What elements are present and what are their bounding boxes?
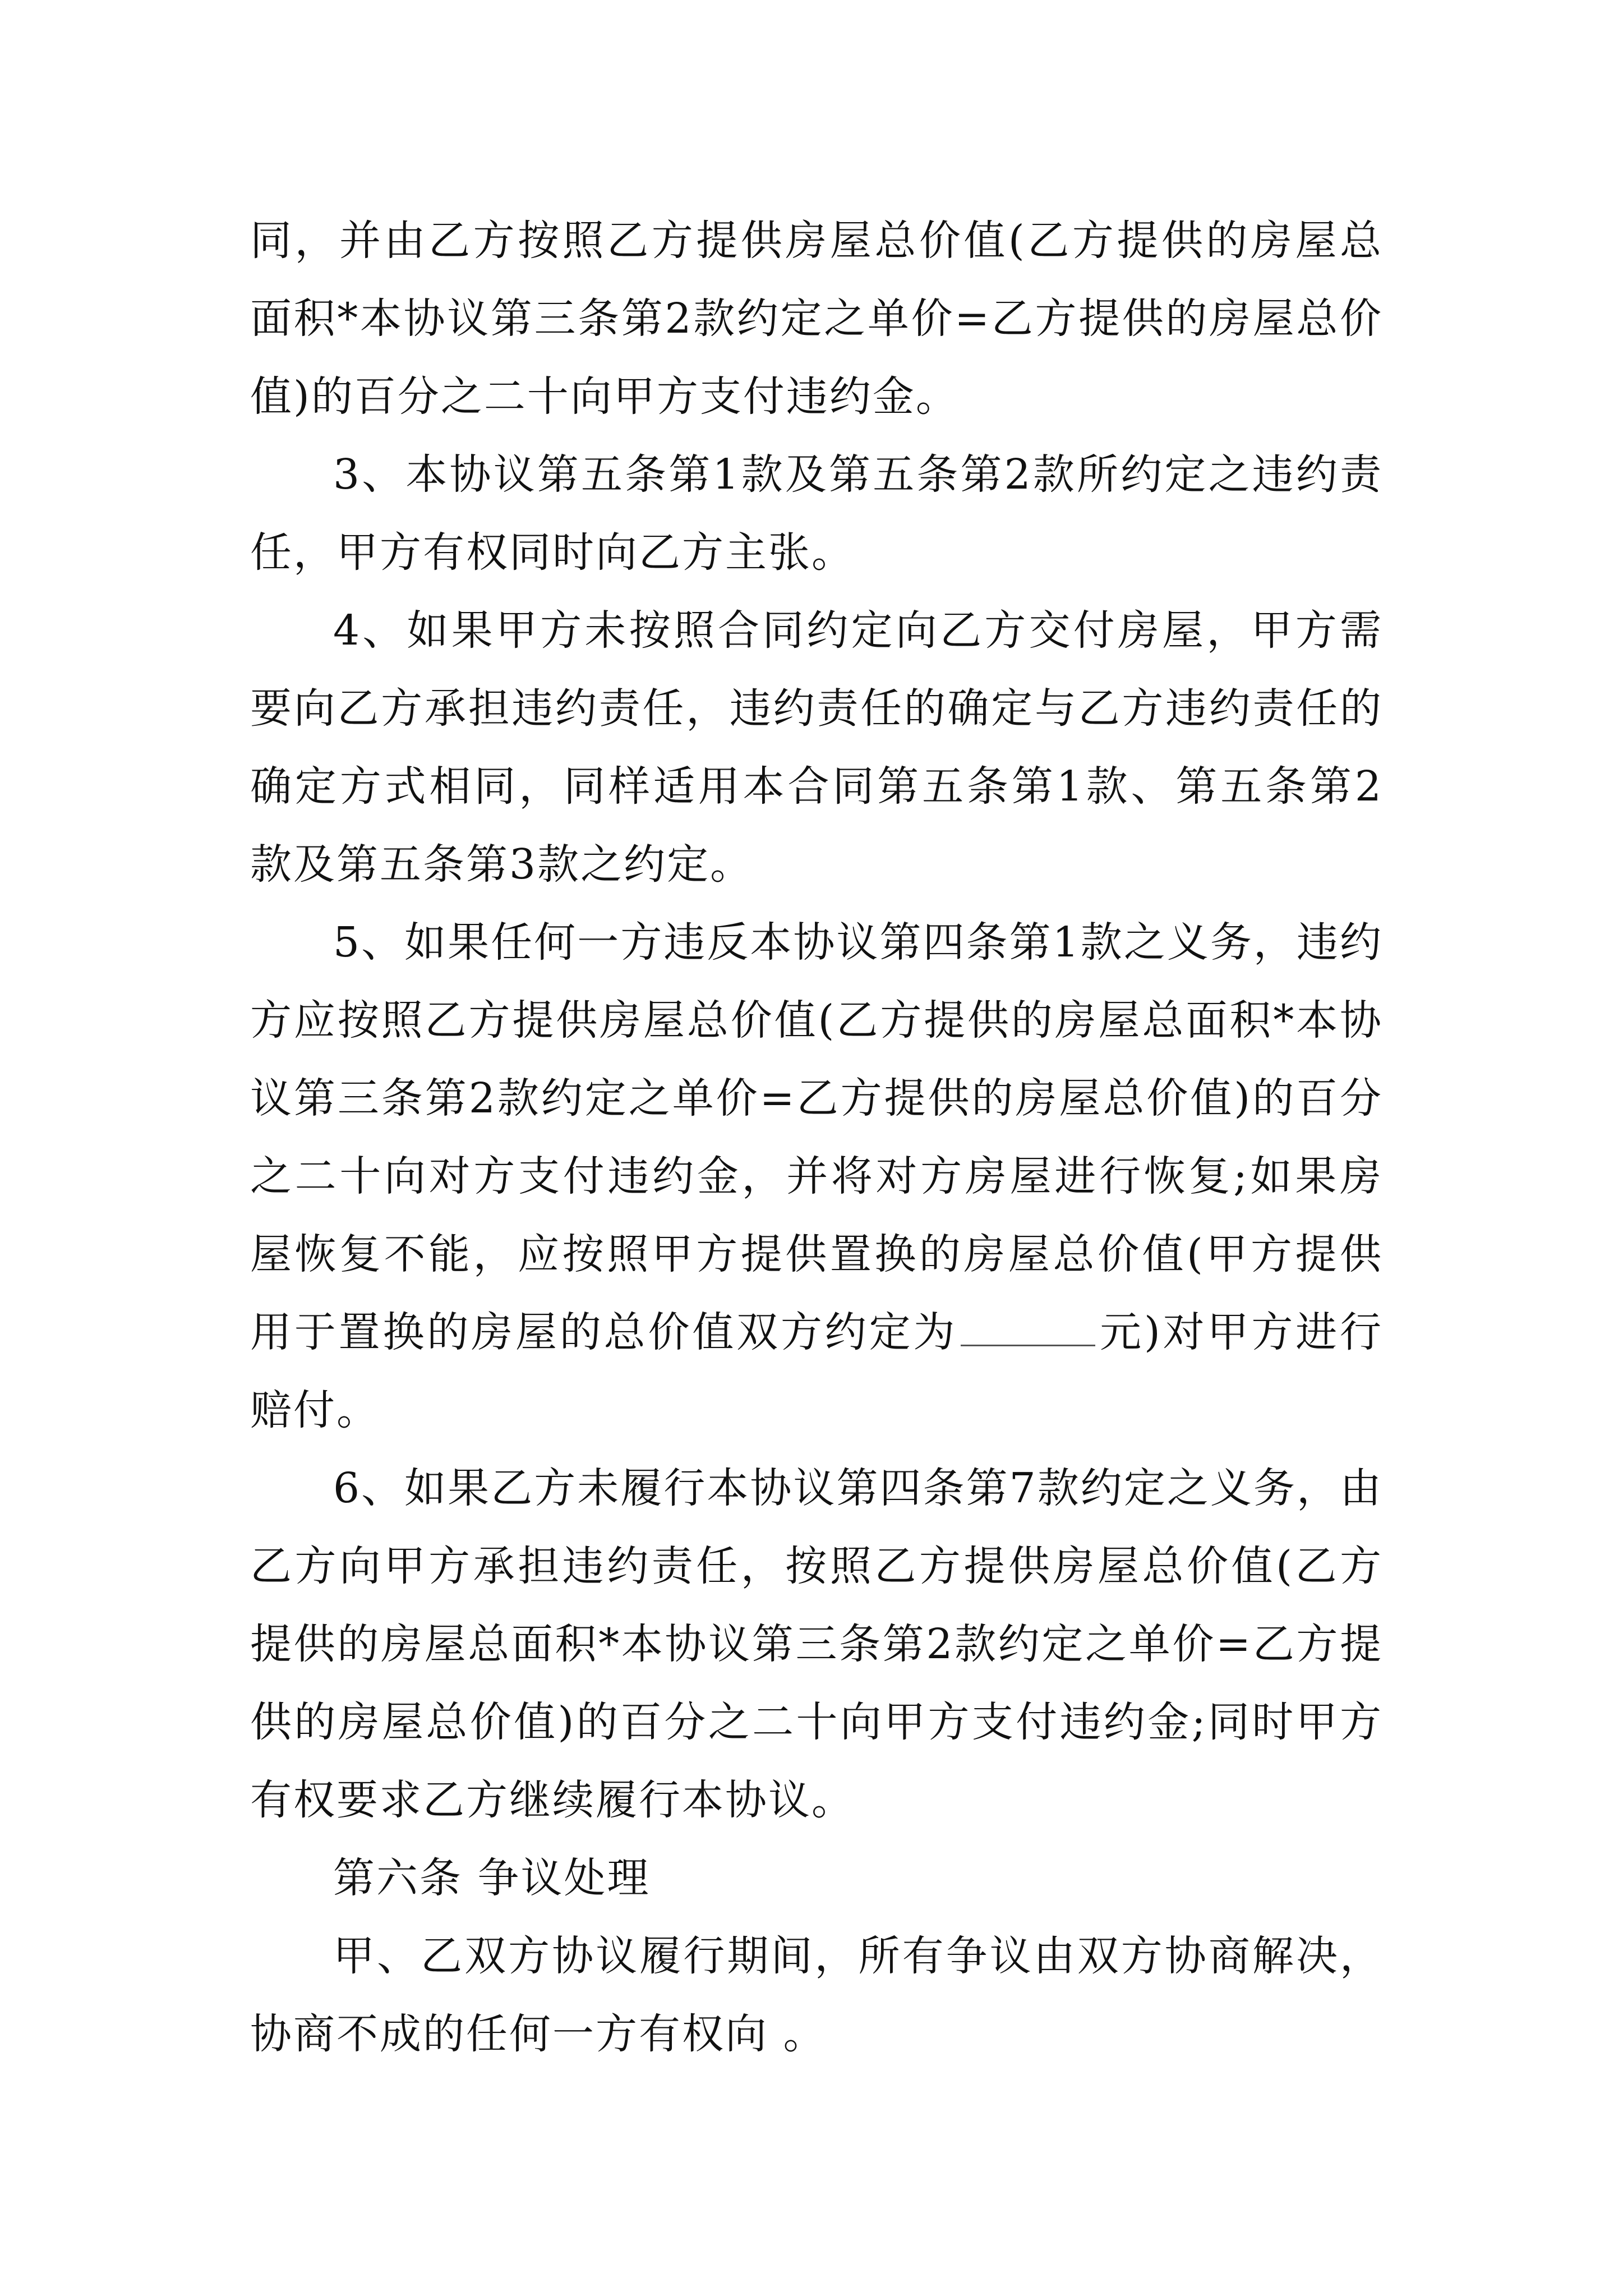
document-body — [250, 202, 1383, 2073]
article-6-heading: 第六条 争议处理 — [333, 1854, 651, 1902]
paragraph-clause-5 — [250, 904, 1383, 1450]
paragraph-clause-6: 6、如果乙方未履行本协议第四条第7款约定之义务，由乙方向甲方承担违约责任，按照乙方提供房屋总价值(乙方提供的房屋总面积*本协议第三条第2款约定之单价=乙方提供的房屋总价值)的百分之二十向甲方支付违约金;同时甲方有权要求乙方继续履行本协议。 — [250, 1464, 1383, 1824]
paragraph-article-6-body: 甲、乙双方协议履行期间，所有争议由双方协商解决，协商不成的任何一方有权向 。 — [250, 1932, 1383, 2058]
paragraph-clause-4: 4、如果甲方未按照合同约定向乙方交付房屋，甲方需要向乙方承担违约责任，违约责任的确定与乙方违约责任的确定方式相同，同样适用本合同第五条第1款、第五条第2款及第五条第3款之约定。 — [250, 606, 1383, 889]
paragraph-clause-3: 3、本协议第五条第1款及第五条第2款所约定之违约责任，甲方有权同时向乙方主张。 — [250, 450, 1383, 577]
amount-blank-line — [961, 1344, 1095, 1346]
clause-5-text-before-blank: 5、如果任何一方违反本协议第四条第1款之义务，违约方应按照乙方提供房屋总价值(乙方提供的房屋总面积*本协议第三条第2款约定之单价=乙方提供的房屋总价值)的百分之二十向对方支付违约金，并将对方房屋进行恢复;如果房屋恢复不能，应按照甲方提供置换的房屋总价值(甲方提供用于置换的房屋的总价值双方约定为 — [250, 918, 1383, 1356]
clause-5-text-after-blank: 元)对甲方进行赔付。 — [250, 1308, 1384, 1434]
paragraph-continued: 同，并由乙方按照乙方提供房屋总价值(乙方提供的房屋总面积*本协议第三条第2款约定之单价=乙方提供的房屋总价值)的百分之二十向甲方支付违约金。 — [250, 217, 1383, 421]
